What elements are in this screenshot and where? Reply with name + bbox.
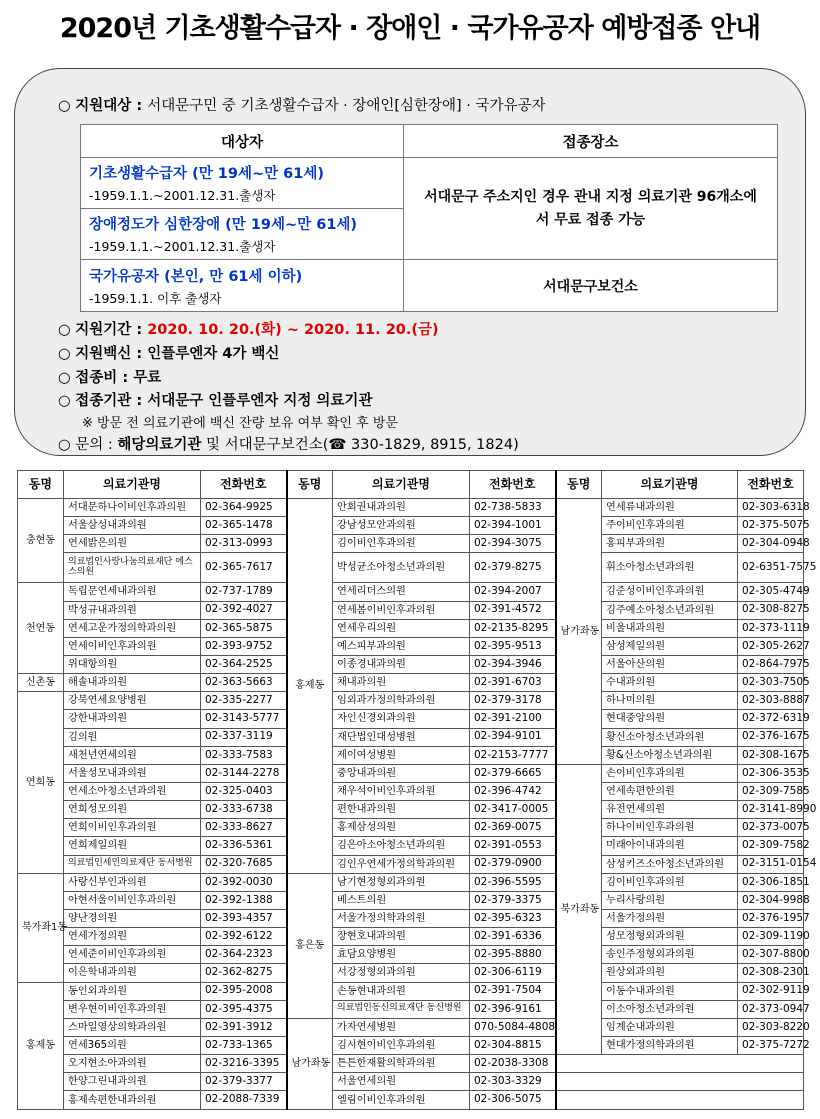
clinic-header-cell: 동명 bbox=[287, 471, 333, 499]
table-row bbox=[18, 783, 804, 801]
clinic-phone-cell: 02-333-6738 bbox=[201, 801, 287, 819]
clinic-phone-cell: 02-363-5663 bbox=[201, 674, 287, 692]
eligibility-dob: -1959.1.1.~2001.12.31.출생자 bbox=[89, 188, 276, 203]
district-cell: 신촌동 bbox=[18, 674, 64, 692]
clinic-name-cell: 베스트의원 bbox=[333, 891, 470, 909]
eligibility-name: 기초생활수급자 (만 19세~만 61세) bbox=[89, 166, 324, 182]
clinic-name-cell: 새천년연세의원 bbox=[64, 746, 201, 764]
table-row bbox=[18, 764, 804, 782]
clinic-name-cell: 김시현이비인후과의원 bbox=[333, 1037, 470, 1055]
clinic-name-cell: 의료법인동신의료재단 동신병원 bbox=[333, 1000, 470, 1018]
clinic-name-cell: 홍제삼성의원 bbox=[333, 819, 470, 837]
clinic-name-cell: 튼튼한재활의학과의원 bbox=[333, 1055, 470, 1073]
clinic-phone-cell: 02-379-3178 bbox=[470, 692, 556, 710]
clinic-phone-cell: 02-2153-7777 bbox=[470, 746, 556, 764]
clinic-phone-cell: 02-373-1119 bbox=[738, 619, 804, 637]
clinic-name-cell: 김인우연세가정의학과의원 bbox=[333, 855, 470, 873]
clinic-name-cell: 강한내과의원 bbox=[64, 710, 201, 728]
clinic-phone-cell: 070-5084-4808 bbox=[470, 1018, 556, 1036]
clinic-phone-cell: 02-325-0403 bbox=[201, 783, 287, 801]
clinic-phone-cell: 02-306-5075 bbox=[470, 1091, 556, 1110]
clinic-name-cell: 의료법인사랑나눔의료재단 에스스의원 bbox=[64, 553, 201, 583]
clinic-phone-cell: 02-379-3377 bbox=[201, 1073, 287, 1091]
bullet: ○ bbox=[58, 98, 71, 114]
clinic-phone-cell: 02-303-8220 bbox=[738, 1018, 804, 1036]
table-row bbox=[18, 819, 804, 837]
clinic-name-cell: 재단법인대성병원 bbox=[333, 728, 470, 746]
clinic-phone-cell: 02-365-7617 bbox=[201, 553, 287, 583]
clinic-name-cell: 미래아이내과의원 bbox=[602, 837, 738, 855]
clinic-phone-cell: 02-364-2323 bbox=[201, 946, 287, 964]
clinic-header-cell: 의료기관명 bbox=[333, 471, 470, 499]
clinic-phone-cell: 02-303-8887 bbox=[738, 692, 804, 710]
district-cell: 북가좌1동 bbox=[18, 873, 64, 982]
clinic-phone-cell: 02-375-5075 bbox=[738, 517, 804, 535]
clinic-name-cell: 현대가정의학과의원 bbox=[602, 1037, 738, 1055]
inquiry-line bbox=[58, 433, 519, 454]
table-row bbox=[18, 656, 804, 674]
clinic-name-cell: 예스피부과의원 bbox=[333, 637, 470, 655]
clinic-phone-cell: 02-2135-8295 bbox=[470, 619, 556, 637]
clinic-phone-cell: 02-309-1190 bbox=[738, 928, 804, 946]
clinic-phone-cell: 02-379-6665 bbox=[470, 764, 556, 782]
inquiry-label: 문의 : bbox=[75, 437, 118, 453]
target-value: 서대문구민 중 기초생활수급자 · 장애인[심한장애] · 국가유공자 bbox=[147, 98, 546, 114]
clinic-phone-cell: 02-393-4357 bbox=[201, 910, 287, 928]
period-label: 지원기간 : bbox=[75, 322, 148, 338]
clinic-phone-cell: 02-391-6336 bbox=[470, 928, 556, 946]
clinic-name-cell: 편한내과의원 bbox=[333, 801, 470, 819]
clinic-phone-cell: 02-365-5875 bbox=[201, 619, 287, 637]
clinic-phone-cell: 02-308-8275 bbox=[738, 601, 804, 619]
district-cell: 홍제동 bbox=[287, 499, 333, 874]
clinic-name-cell: 주이비인후과의원 bbox=[602, 517, 738, 535]
clinic-phone-cell: 02-303-7505 bbox=[738, 674, 804, 692]
table-row bbox=[18, 674, 804, 692]
clinic-name-cell: 사랑신부인과의원 bbox=[64, 873, 201, 891]
clinic-phone-cell: 02-364-2525 bbox=[201, 656, 287, 674]
clinic-phone-cell: 02-307-8800 bbox=[738, 946, 804, 964]
clinic-name-cell: 연세고운가정의학과의원 bbox=[64, 619, 201, 637]
clinic-phone-cell: 02-394-3075 bbox=[470, 535, 556, 553]
eligibility-name: 국가유공자 (본인, 만 61세 이하) bbox=[89, 268, 303, 285]
clinic-name-cell: 연세속편한의원 bbox=[602, 783, 738, 801]
clinic-phone-cell: 02-864-7975 bbox=[738, 656, 804, 674]
clinic-phone-cell: 02-395-8880 bbox=[470, 946, 556, 964]
clinic-header-cell: 의료기관명 bbox=[64, 471, 201, 499]
clinic-name-cell: 남기현정형외과의원 bbox=[333, 873, 470, 891]
clinic-phone-cell: 02-396-9161 bbox=[470, 1000, 556, 1018]
table-row bbox=[18, 928, 804, 946]
table-row bbox=[18, 873, 804, 891]
clinic-phone-cell: 02-373-0947 bbox=[738, 1000, 804, 1018]
clinic-name-cell: 스마일영상의학과의원 bbox=[64, 1018, 201, 1036]
clinic-name-cell: 서대문하나이비인후과의원 bbox=[64, 499, 201, 517]
clinic-name-cell: 연세365의원 bbox=[64, 1037, 201, 1055]
bullet: ○ bbox=[58, 322, 71, 338]
table-row bbox=[18, 855, 804, 873]
clinic-phone-cell: 02-391-7504 bbox=[470, 982, 556, 1000]
table-row bbox=[18, 891, 804, 909]
clinic-name-cell: 장현호내과의원 bbox=[333, 928, 470, 946]
clinic-name-cell: 김이비인후과의원 bbox=[333, 535, 470, 553]
clinic-name-cell: 아현서울이비인후과의원 bbox=[64, 891, 201, 909]
clinic-name-cell: 홍제속편한내과의원 bbox=[64, 1091, 201, 1110]
clinic-name-cell: 양난경의원 bbox=[64, 910, 201, 928]
clinic-name-cell: 서울삼성내과의원 bbox=[64, 517, 201, 535]
clinic-phone-cell: 02-376-1957 bbox=[738, 910, 804, 928]
clinic-name-cell: 연세리더스의원 bbox=[333, 583, 470, 601]
clinic-name-cell: 의료법인세민의료재단 동서병원 bbox=[64, 855, 201, 873]
table-row bbox=[18, 910, 804, 928]
clinic-phone-cell: 02-379-3375 bbox=[470, 891, 556, 909]
clinic-phone-cell: 02-394-9101 bbox=[470, 728, 556, 746]
bullet: ○ bbox=[58, 437, 71, 453]
table-row bbox=[18, 1073, 804, 1091]
clinic-name-cell: 하나이비인후과의원 bbox=[602, 819, 738, 837]
table-row bbox=[18, 601, 804, 619]
clinic-name-cell: 서울가정의원 bbox=[602, 910, 738, 928]
period-line bbox=[58, 318, 439, 339]
clinic-phone-cell: 02-303-3329 bbox=[470, 1073, 556, 1091]
clinic-phone-cell: 02-395-6323 bbox=[470, 910, 556, 928]
clinic-header-cell: 동명 bbox=[556, 471, 602, 499]
clinic-phone-cell: 02-395-9513 bbox=[470, 637, 556, 655]
clinic-phone-cell: 02-336-5361 bbox=[201, 837, 287, 855]
clinic-phone-cell: 02-364-9925 bbox=[201, 499, 287, 517]
clinic-name-cell: 삼성키즈소아청소년과의원 bbox=[602, 855, 738, 873]
clinic-phone-cell: 02-362-8275 bbox=[201, 964, 287, 982]
clinic-name-cell: 채우석이비인후과의원 bbox=[333, 783, 470, 801]
clinic-name-cell: 서울아산의원 bbox=[602, 656, 738, 674]
clinic-name-cell: 채내과의원 bbox=[333, 674, 470, 692]
bullet: ○ bbox=[58, 393, 71, 409]
clinic-phone-cell: 02-308-2301 bbox=[738, 964, 804, 982]
clinic-name-cell: 황&신소아청소년과의원 bbox=[602, 746, 738, 764]
clinic-phone-cell: 02-396-4742 bbox=[470, 783, 556, 801]
clinic-name-cell: 비울내과의원 bbox=[602, 619, 738, 637]
clinic-name-cell: 연세봄이비인후과의원 bbox=[333, 601, 470, 619]
clinic-phone-cell: 02-373-0075 bbox=[738, 819, 804, 837]
clinic-name-cell: 위대항의원 bbox=[64, 656, 201, 674]
clinic-phone-cell: 02-392-0030 bbox=[201, 873, 287, 891]
clinic-phone-cell: 02-309-7585 bbox=[738, 783, 804, 801]
clinic-name-cell: 손동현내과의원 bbox=[333, 982, 470, 1000]
clinic-header-cell: 전화번호 bbox=[201, 471, 287, 499]
clinic-phone-cell: 02-304-9988 bbox=[738, 891, 804, 909]
clinic-phone-cell: 02-391-2100 bbox=[470, 710, 556, 728]
target-line bbox=[58, 94, 546, 115]
clinic-phone-cell: 02-306-6119 bbox=[470, 964, 556, 982]
clinic-phone-cell: 02-304-8815 bbox=[470, 1037, 556, 1055]
clinic-name-cell: 황신소아청소년과의원 bbox=[602, 728, 738, 746]
header-place: 접종장소 bbox=[404, 125, 778, 158]
clinic-name-cell: 삼성제일의원 bbox=[602, 637, 738, 655]
clinic-phone-cell: 02-2038-3308 bbox=[470, 1055, 556, 1073]
bullet: ○ bbox=[58, 346, 71, 362]
page-title: 2020년 기초생활수급자 · 장애인 · 국가유공자 예방접종 안내 bbox=[59, 13, 761, 44]
clinic-phone-cell: 02-3417-0005 bbox=[470, 801, 556, 819]
clinic-phone-cell: 02-335-2277 bbox=[201, 692, 287, 710]
period-value: 2020. 10. 20.(화) ~ 2020. 11. 20.(금) bbox=[147, 322, 439, 338]
clinic-name-cell: 안회권내과의원 bbox=[333, 499, 470, 517]
clinic-phone-cell: 02-320-7685 bbox=[201, 855, 287, 873]
table-row bbox=[18, 837, 804, 855]
table-row bbox=[18, 982, 804, 1000]
institution-value: 서대문구 인플루엔자 지정 의료기관 bbox=[147, 393, 373, 409]
table-row bbox=[18, 1055, 804, 1073]
clinic-table bbox=[17, 470, 817, 1110]
clinic-name-cell: 엘림이비인후과의원 bbox=[333, 1091, 470, 1110]
clinic-name-cell: 오지현소아과의원 bbox=[64, 1055, 201, 1073]
clinic-name-cell: 성모정형외과의원 bbox=[602, 928, 738, 946]
clinic-phone-cell: 02-369-0075 bbox=[470, 819, 556, 837]
clinic-phone-cell: 02-3216-3395 bbox=[201, 1055, 287, 1073]
clinic-name-cell: 김주예소아청소년과의원 bbox=[602, 601, 738, 619]
clinic-name-cell: 가자연세병원 bbox=[333, 1018, 470, 1036]
clinic-phone-cell: 02-393-9752 bbox=[201, 637, 287, 655]
clinic-name-cell: 하나미의원 bbox=[602, 692, 738, 710]
district-cell: 남가좌동 bbox=[287, 1018, 333, 1109]
eligibility-row bbox=[81, 158, 404, 209]
clinic-phone-cell: 02-337-3119 bbox=[201, 728, 287, 746]
clinic-name-cell: 이은학내과의원 bbox=[64, 964, 201, 982]
district-cell: 북가좌동 bbox=[556, 764, 602, 1054]
clinic-phone-cell: 02-309-7582 bbox=[738, 837, 804, 855]
table-row bbox=[18, 517, 804, 535]
clinic-name-cell: 송인주정형외과의원 bbox=[602, 946, 738, 964]
clinic-name-cell: 현대중앙의원 bbox=[602, 710, 738, 728]
table-row bbox=[18, 637, 804, 655]
clinic-name-cell: 자인신경외과의원 bbox=[333, 710, 470, 728]
clinic-phone-cell: 02-305-2627 bbox=[738, 637, 804, 655]
note: ※ 방문 전 의료기관에 백신 잔량 보유 여부 확인 후 방문 bbox=[82, 416, 398, 431]
institution-label: 접종기관 : bbox=[75, 393, 148, 409]
clinic-phone-cell: 02-3141-8990 bbox=[738, 801, 804, 819]
clinic-phone-cell: 02-333-7583 bbox=[201, 746, 287, 764]
table-row bbox=[18, 619, 804, 637]
clinic-phone-cell: 02-391-4572 bbox=[470, 601, 556, 619]
table-row bbox=[18, 499, 804, 517]
clinic-phone-cell: 02-391-6703 bbox=[470, 674, 556, 692]
place-cell-1 bbox=[404, 158, 778, 260]
clinic-name-cell: 이종경내과의원 bbox=[333, 656, 470, 674]
clinic-phone-cell: 02-304-0948 bbox=[738, 535, 804, 553]
clinic-phone-cell: 02-306-3535 bbox=[738, 764, 804, 782]
district-cell: 남가좌동 bbox=[556, 499, 602, 765]
clinic-phone-cell: 02-733-1365 bbox=[201, 1037, 287, 1055]
clinic-name-cell: 변우현이비인후과의원 bbox=[64, 1000, 201, 1018]
table-row bbox=[18, 1000, 804, 1018]
empty-cell bbox=[556, 1091, 804, 1110]
place-1: 서대문구 주소지인 경우 관내 지정 의료기관 96개소에서 무료 접종 가능 bbox=[424, 189, 757, 228]
clinic-phone-cell: 02-3144-2278 bbox=[201, 764, 287, 782]
clinic-phone-cell: 02-305-4749 bbox=[738, 583, 804, 601]
eligibility-table bbox=[80, 124, 778, 312]
clinic-phone-cell: 02-6351-7575 bbox=[738, 553, 804, 583]
clinic-name-cell: 강남성모안과의원 bbox=[333, 517, 470, 535]
clinic-name-cell: 서강정형외과의원 bbox=[333, 964, 470, 982]
clinic-phone-cell: 02-395-4375 bbox=[201, 1000, 287, 1018]
clinic-phone-cell: 02-308-1675 bbox=[738, 746, 804, 764]
clinic-name-cell: 강북연세요양병원 bbox=[64, 692, 201, 710]
clinic-name-cell: 임계순내과의원 bbox=[602, 1018, 738, 1036]
clinic-name-cell: 누리사랑의원 bbox=[602, 891, 738, 909]
clinic-phone-cell: 02-306-1851 bbox=[738, 873, 804, 891]
table-row bbox=[18, 1018, 804, 1036]
eligibility-dob: -1959.1.1.~2001.12.31.출생자 bbox=[89, 239, 276, 254]
eligibility-dob: -1959.1.1. 이후 출생자 bbox=[89, 290, 222, 306]
district-cell: 홍은동 bbox=[287, 873, 333, 1018]
clinic-phone-cell: 02-3143-5777 bbox=[201, 710, 287, 728]
table-row bbox=[18, 1037, 804, 1055]
table-row bbox=[18, 692, 804, 710]
clinic-name-cell: 서울가정의학과의원 bbox=[333, 910, 470, 928]
clinic-phone-cell: 02-376-1675 bbox=[738, 728, 804, 746]
clinic-phone-cell: 02-394-2007 bbox=[470, 583, 556, 601]
clinic-phone-cell: 02-391-3912 bbox=[201, 1018, 287, 1036]
clinic-name-cell: 임외과가정의학과의원 bbox=[333, 692, 470, 710]
clinic-name-cell: 효담요양병원 bbox=[333, 946, 470, 964]
clinic-name-cell: 연세이비인후과의원 bbox=[64, 637, 201, 655]
clinic-name-cell: 연희이비인후과의원 bbox=[64, 819, 201, 837]
table-row bbox=[18, 728, 804, 746]
clinic-phone-cell: 02-3151-0154 bbox=[738, 855, 804, 873]
bullet: ○ bbox=[58, 370, 71, 386]
clinic-phone-cell: 02-333-8627 bbox=[201, 819, 287, 837]
clinic-header-row bbox=[18, 471, 804, 499]
inquiry-rest: 및 서대문구보건소(☎ 330-1829, 8915, 1824) bbox=[206, 437, 519, 453]
fee-line bbox=[58, 366, 161, 387]
clinic-phone-cell: 02-396-5595 bbox=[470, 873, 556, 891]
clinic-name-cell: 연세가정의원 bbox=[64, 928, 201, 946]
clinic-name-cell: 서울성모내과의원 bbox=[64, 764, 201, 782]
fee-value: 무료 bbox=[133, 370, 162, 386]
clinic-name-cell: 이소아청소년과의원 bbox=[602, 1000, 738, 1018]
clinic-name-cell: 동인외과의원 bbox=[64, 982, 201, 1000]
place-cell-2 bbox=[404, 260, 778, 312]
eligibility-row bbox=[81, 260, 404, 312]
clinic-phone-cell: 02-392-1388 bbox=[201, 891, 287, 909]
vaccine-label: 지원백신 : bbox=[75, 346, 148, 362]
vaccine-value: 인플루엔자 4가 백신 bbox=[147, 346, 280, 362]
clinic-name-cell: 김의원 bbox=[64, 728, 201, 746]
table-row bbox=[18, 710, 804, 728]
clinic-header-cell: 전화번호 bbox=[470, 471, 556, 499]
clinic-name-cell: 연세소아청소년과의원 bbox=[64, 783, 201, 801]
clinic-name-cell: 수내과의원 bbox=[602, 674, 738, 692]
clinic-phone-cell: 02-379-8275 bbox=[470, 553, 556, 583]
clinic-name-cell: 김이비인후과의원 bbox=[602, 873, 738, 891]
clinic-phone-cell: 02-379-0900 bbox=[470, 855, 556, 873]
clinic-name-cell: 연세류내과의원 bbox=[602, 499, 738, 517]
vaccine-line bbox=[58, 342, 279, 363]
empty-cell bbox=[556, 1055, 804, 1073]
table-row bbox=[18, 583, 804, 601]
clinic-name-cell: 서울연세의원 bbox=[333, 1073, 470, 1091]
clinic-phone-cell: 02-375-7272 bbox=[738, 1037, 804, 1055]
clinic-name-cell: 김준성이비인후과의원 bbox=[602, 583, 738, 601]
district-cell: 연희동 bbox=[18, 692, 64, 873]
clinic-name-cell: 박성규내과의원 bbox=[64, 601, 201, 619]
eligibility-name: 장애정도가 심한장애 (만 19세~만 61세) bbox=[89, 217, 358, 233]
clinic-name-cell: 연세밝은의원 bbox=[64, 535, 201, 553]
clinic-name-cell: 휘소아청소년과의원 bbox=[602, 553, 738, 583]
clinic-name-cell: 박성균소아청소년과의원 bbox=[333, 553, 470, 583]
clinic-name-cell: 연세준이비인후과의원 bbox=[64, 946, 201, 964]
clinic-phone-cell: 02-392-6122 bbox=[201, 928, 287, 946]
clinic-phone-cell: 02-313-0993 bbox=[201, 535, 287, 553]
table-row bbox=[18, 801, 804, 819]
clinic-name-cell: 독립문연세내과의원 bbox=[64, 583, 201, 601]
clinic-header-cell: 동명 bbox=[18, 471, 64, 499]
clinic-name-cell: 연희제일의원 bbox=[64, 837, 201, 855]
clinic-phone-cell: 02-365-1478 bbox=[201, 517, 287, 535]
clinic-name-cell: 김은아소아청소년과의원 bbox=[333, 837, 470, 855]
empty-cell bbox=[556, 1073, 804, 1091]
clinic-phone-cell: 02-2088-7339 bbox=[201, 1091, 287, 1110]
clinic-name-cell: 유전연세의원 bbox=[602, 801, 738, 819]
district-cell: 홍제동 bbox=[18, 982, 64, 1109]
clinic-name-cell: 제이여성병원 bbox=[333, 746, 470, 764]
clinic-phone-cell: 02-394-1001 bbox=[470, 517, 556, 535]
table-row bbox=[18, 946, 804, 964]
clinic-name-cell: 손이비인후과의원 bbox=[602, 764, 738, 782]
table-row bbox=[18, 553, 804, 583]
table-row bbox=[18, 746, 804, 764]
fee-label: 접종비 : bbox=[75, 370, 134, 386]
eligibility-row bbox=[81, 209, 404, 260]
clinic-phone-cell: 02-392-4027 bbox=[201, 601, 287, 619]
clinic-phone-cell: 02-391-0553 bbox=[470, 837, 556, 855]
clinic-name-cell: 해솔내과의원 bbox=[64, 674, 201, 692]
clinic-header-cell: 의료기관명 bbox=[602, 471, 738, 499]
district-cell: 천연동 bbox=[18, 583, 64, 674]
clinic-name-cell: 원상외과의원 bbox=[602, 964, 738, 982]
clinic-name-cell: 이동수내과의원 bbox=[602, 982, 738, 1000]
clinic-name-cell: 연세우리의원 bbox=[333, 619, 470, 637]
district-cell: 충현동 bbox=[18, 499, 64, 583]
target-label: 지원대상 : bbox=[75, 98, 148, 114]
header-target: 대상자 bbox=[81, 125, 404, 158]
place-2: 서대문구보건소 bbox=[543, 278, 638, 295]
clinic-phone-cell: 02-372-6319 bbox=[738, 710, 804, 728]
institution-line bbox=[58, 389, 372, 410]
clinic-phone-cell: 02-395-2008 bbox=[201, 982, 287, 1000]
table-row bbox=[18, 964, 804, 982]
table-row bbox=[18, 535, 804, 553]
clinic-phone-cell: 02-394-3946 bbox=[470, 656, 556, 674]
table-row bbox=[18, 1091, 804, 1110]
clinic-name-cell: 중앙내과의원 bbox=[333, 764, 470, 782]
clinic-name-cell: 한양그린내과의원 bbox=[64, 1073, 201, 1091]
clinic-phone-cell: 02-738-5833 bbox=[470, 499, 556, 517]
clinic-phone-cell: 02-303-6318 bbox=[738, 499, 804, 517]
clinic-phone-cell: 02-302-9119 bbox=[738, 982, 804, 1000]
inquiry-bold: 해당의료기관 bbox=[117, 437, 202, 453]
clinic-name-cell: 홍피부과의원 bbox=[602, 535, 738, 553]
clinic-phone-cell: 02-737-1789 bbox=[201, 583, 287, 601]
clinic-name-cell: 연희성모의원 bbox=[64, 801, 201, 819]
clinic-header-cell: 전화번호 bbox=[738, 471, 804, 499]
